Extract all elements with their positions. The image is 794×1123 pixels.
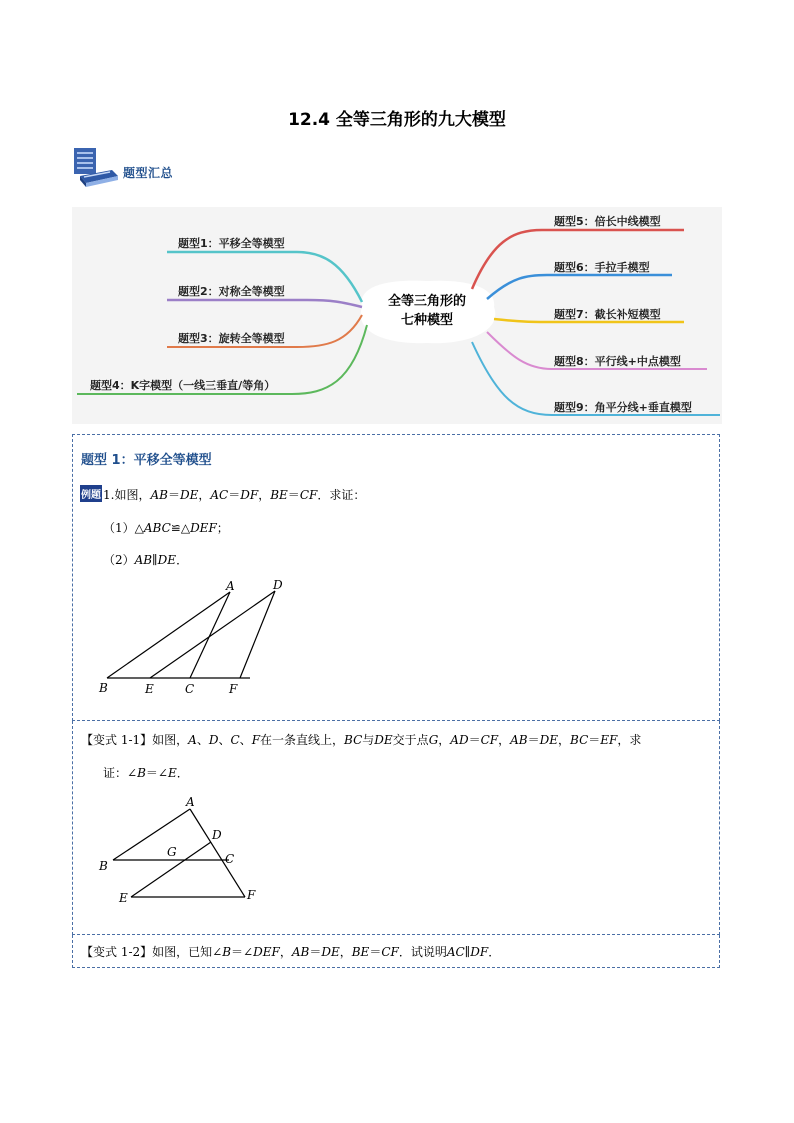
book-stack-icon — [72, 146, 120, 188]
variant-1-1-line2: 证：∠B＝∠E． — [103, 766, 189, 780]
label-B: B — [99, 859, 108, 873]
problem-title: 题型 1：平移全等模型 — [81, 453, 212, 468]
page-title: 12.4 全等三角形的九大模型 — [288, 110, 506, 130]
label-B: B — [99, 681, 108, 695]
mindmap-item-1: 题型1：平移全等模型 — [178, 237, 285, 250]
label-D: D — [273, 578, 283, 592]
mindmap-center — [362, 292, 492, 330]
problem-box-1 — [72, 434, 720, 721]
mindmap-item-3: 题型3：旋转全等模型 — [178, 332, 285, 345]
label-C: C — [225, 852, 235, 866]
figure-translation — [95, 575, 295, 705]
mindmap-item-6: 题型6：手拉手模型 — [554, 261, 650, 274]
mindmap-item-5: 题型5：倍长中线模型 — [554, 215, 661, 228]
label-C: C — [185, 682, 195, 696]
example-tag: 例题 — [80, 485, 102, 502]
example-part-2: （2）AB∥DE． — [103, 553, 189, 567]
label-E: E — [145, 682, 154, 696]
mindmap-item-8: 题型8：平行线+中点模型 — [554, 355, 681, 368]
label-F: F — [247, 888, 256, 902]
mindmap-center-line2: 七种模型 — [400, 313, 453, 328]
mindmap — [72, 207, 722, 424]
label-A: A — [186, 795, 195, 809]
mindmap-item-2: 题型2：对称全等模型 — [178, 285, 285, 298]
mindmap-item-9: 题型9：角平分线+垂直模型 — [554, 401, 692, 414]
figure-variant-1-1 — [93, 789, 273, 909]
example-statement: 例题 1.如图，AB＝DE，AC＝DF，BE＝CF．求证： — [80, 485, 365, 503]
mindmap-item-4: 题型4：K字模型（一线三垂直/等角） — [90, 379, 276, 392]
section-label: 题型汇总 — [123, 166, 174, 180]
label-E: E — [119, 891, 128, 905]
label-A: A — [226, 579, 235, 593]
example-part-1: （1）△ABC≌△DEF； — [103, 521, 229, 535]
variant-1-2-statement: 【变式 1-2】如图，已知∠B＝∠DEF，AB＝DE，BE＝CF．试说明AC∥DF． — [81, 945, 501, 959]
mindmap-item-7: 题型7：截长补短模型 — [554, 308, 661, 321]
mindmap-center-line1: 全等三角形的 — [387, 294, 466, 309]
problem-box-2 — [72, 721, 720, 935]
section-header — [72, 146, 232, 188]
label-D: D — [212, 828, 222, 842]
label-G: G — [167, 845, 177, 859]
problem-box-3 — [72, 935, 720, 968]
variant-1-1-line1: 【变式 1-1】如图，A、D、C、F在一条直线上，BC与DE交于点G，AD＝CF，AB＝DE，BC＝EF，求 — [81, 733, 642, 747]
label-F: F — [229, 682, 238, 696]
